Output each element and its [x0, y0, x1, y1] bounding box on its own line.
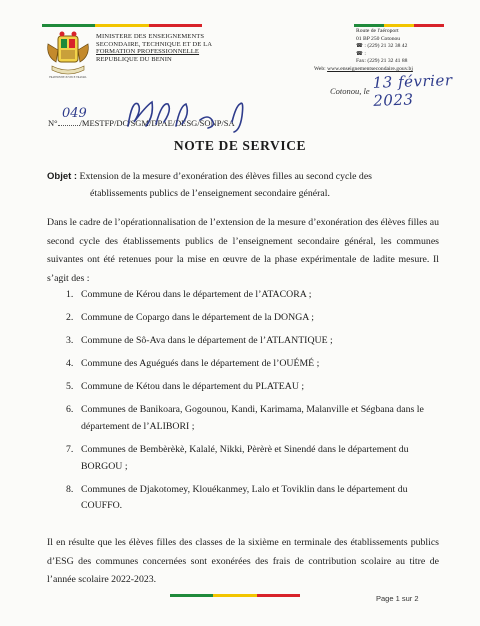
communes-list: [66, 287, 436, 521]
list-item: 6. Communes de Banikoara, Gogounou, Kandi, Karimama, Malanville et Ségbana dans le département de l’ALIBORI ;: [66, 404, 424, 432]
handwritten-reference-number: 049: [62, 106, 87, 121]
contact-po-box: 01 BP 250 Cotonou: [356, 35, 401, 42]
page-number: Page 1 sur 2: [376, 594, 419, 603]
document-title: NOTE DE SERVICE: [173, 138, 307, 153]
ministry-line-2: SECONDAIRE, TECHNIQUE ET DE LA: [96, 40, 213, 48]
ministry-line-1: MINISTERE DES ENSEIGNEMENTS: [96, 33, 205, 40]
contact-address: Route de l'aéroport: [356, 28, 399, 34]
contact-phone-2: ☎ :: [356, 50, 366, 57]
country-line: REPUBLIQUE DU BENIN: [96, 55, 172, 63]
place-label: Cotonou, le: [330, 86, 370, 96]
conclusion-paragraph: Il en résulte que les élèves filles des classes de la sixième en terminale des établissements publics d’ESG des communes concernées sont exonérées des frais de contribution scolaire au titre de l’année scolaire 2022-2023.: [47, 537, 439, 586]
reference-prefix: N°: [48, 118, 58, 128]
ministry-line-3: FORMATION PROFESSIONNELLE: [96, 48, 200, 56]
reference-code: /MESTFP/DC/SGM/DPAE/DESG/SONP/SA: [79, 118, 235, 128]
web-url[interactable]: www.enseignementsecondaire.gouv.bj: [327, 66, 413, 72]
list-item: 4. Commune des Aguégués dans le département de l’OUÉMÉ ;: [66, 358, 320, 370]
list-item: 3. Commune de Sô-Ava dans le département de l’ATLANTIQUE ;: [66, 335, 333, 347]
web-label: Web:: [314, 66, 326, 72]
contact-fax: Fax: (229) 21 32 41 88: [356, 58, 408, 65]
list-item: 7. Communes de Bembèrèkè, Kalalé, Nikki, Pèrèrè et Sinendé dans le département du BORGOU ;: [66, 444, 409, 472]
subject-line-2: établissements publics de l’enseignement secondaire général.: [90, 188, 330, 199]
footer-flag-strip: [170, 594, 300, 597]
intro-paragraph: Dans le cadre de l’opérationnalisation de l’extension de la mesure d’exonération des élèves filles au second cycle des établissements publics de l’enseignement secondaire général, les communes suivantes ont été retenues pour la mise en œuvre de la phase expérimentale de ladite mesure. Il s’agit des :: [47, 217, 439, 284]
header-flag-strip-right: [354, 24, 444, 27]
contact-block: [314, 28, 413, 72]
ministry-block: [96, 33, 212, 63]
subject-label: Objet :: [47, 171, 78, 182]
emblem-motto: FRATERNITE JUSTICE TRAVAIL: [49, 76, 87, 79]
list-item: 8. Communes de Djakotomey, Klouékanmey, Lalo et Toviklin dans le département du COUFFO.: [66, 483, 408, 512]
subject-block: [47, 168, 437, 202]
subject-line-1: Extension de la mesure d’exonération des élèves filles au second cycle des: [79, 171, 372, 182]
list-item: 5. Commune de Kétou dans le département du PLATEAU ;: [66, 381, 305, 393]
contact-phone: ☎ : (229) 21 32 38 42: [356, 43, 408, 50]
header-flag-strip: [42, 24, 202, 27]
list-item: 2. Commune de Copargo dans le département de la DONGA ;: [66, 312, 314, 324]
list-item: 1. Commune de Kérou dans le département de l’ATACORA ;: [66, 289, 312, 300]
coat-of-arms-emblem: [44, 30, 92, 80]
handwritten-initials: [116, 96, 276, 136]
handwritten-date: 13 février 2023: [372, 71, 453, 110]
